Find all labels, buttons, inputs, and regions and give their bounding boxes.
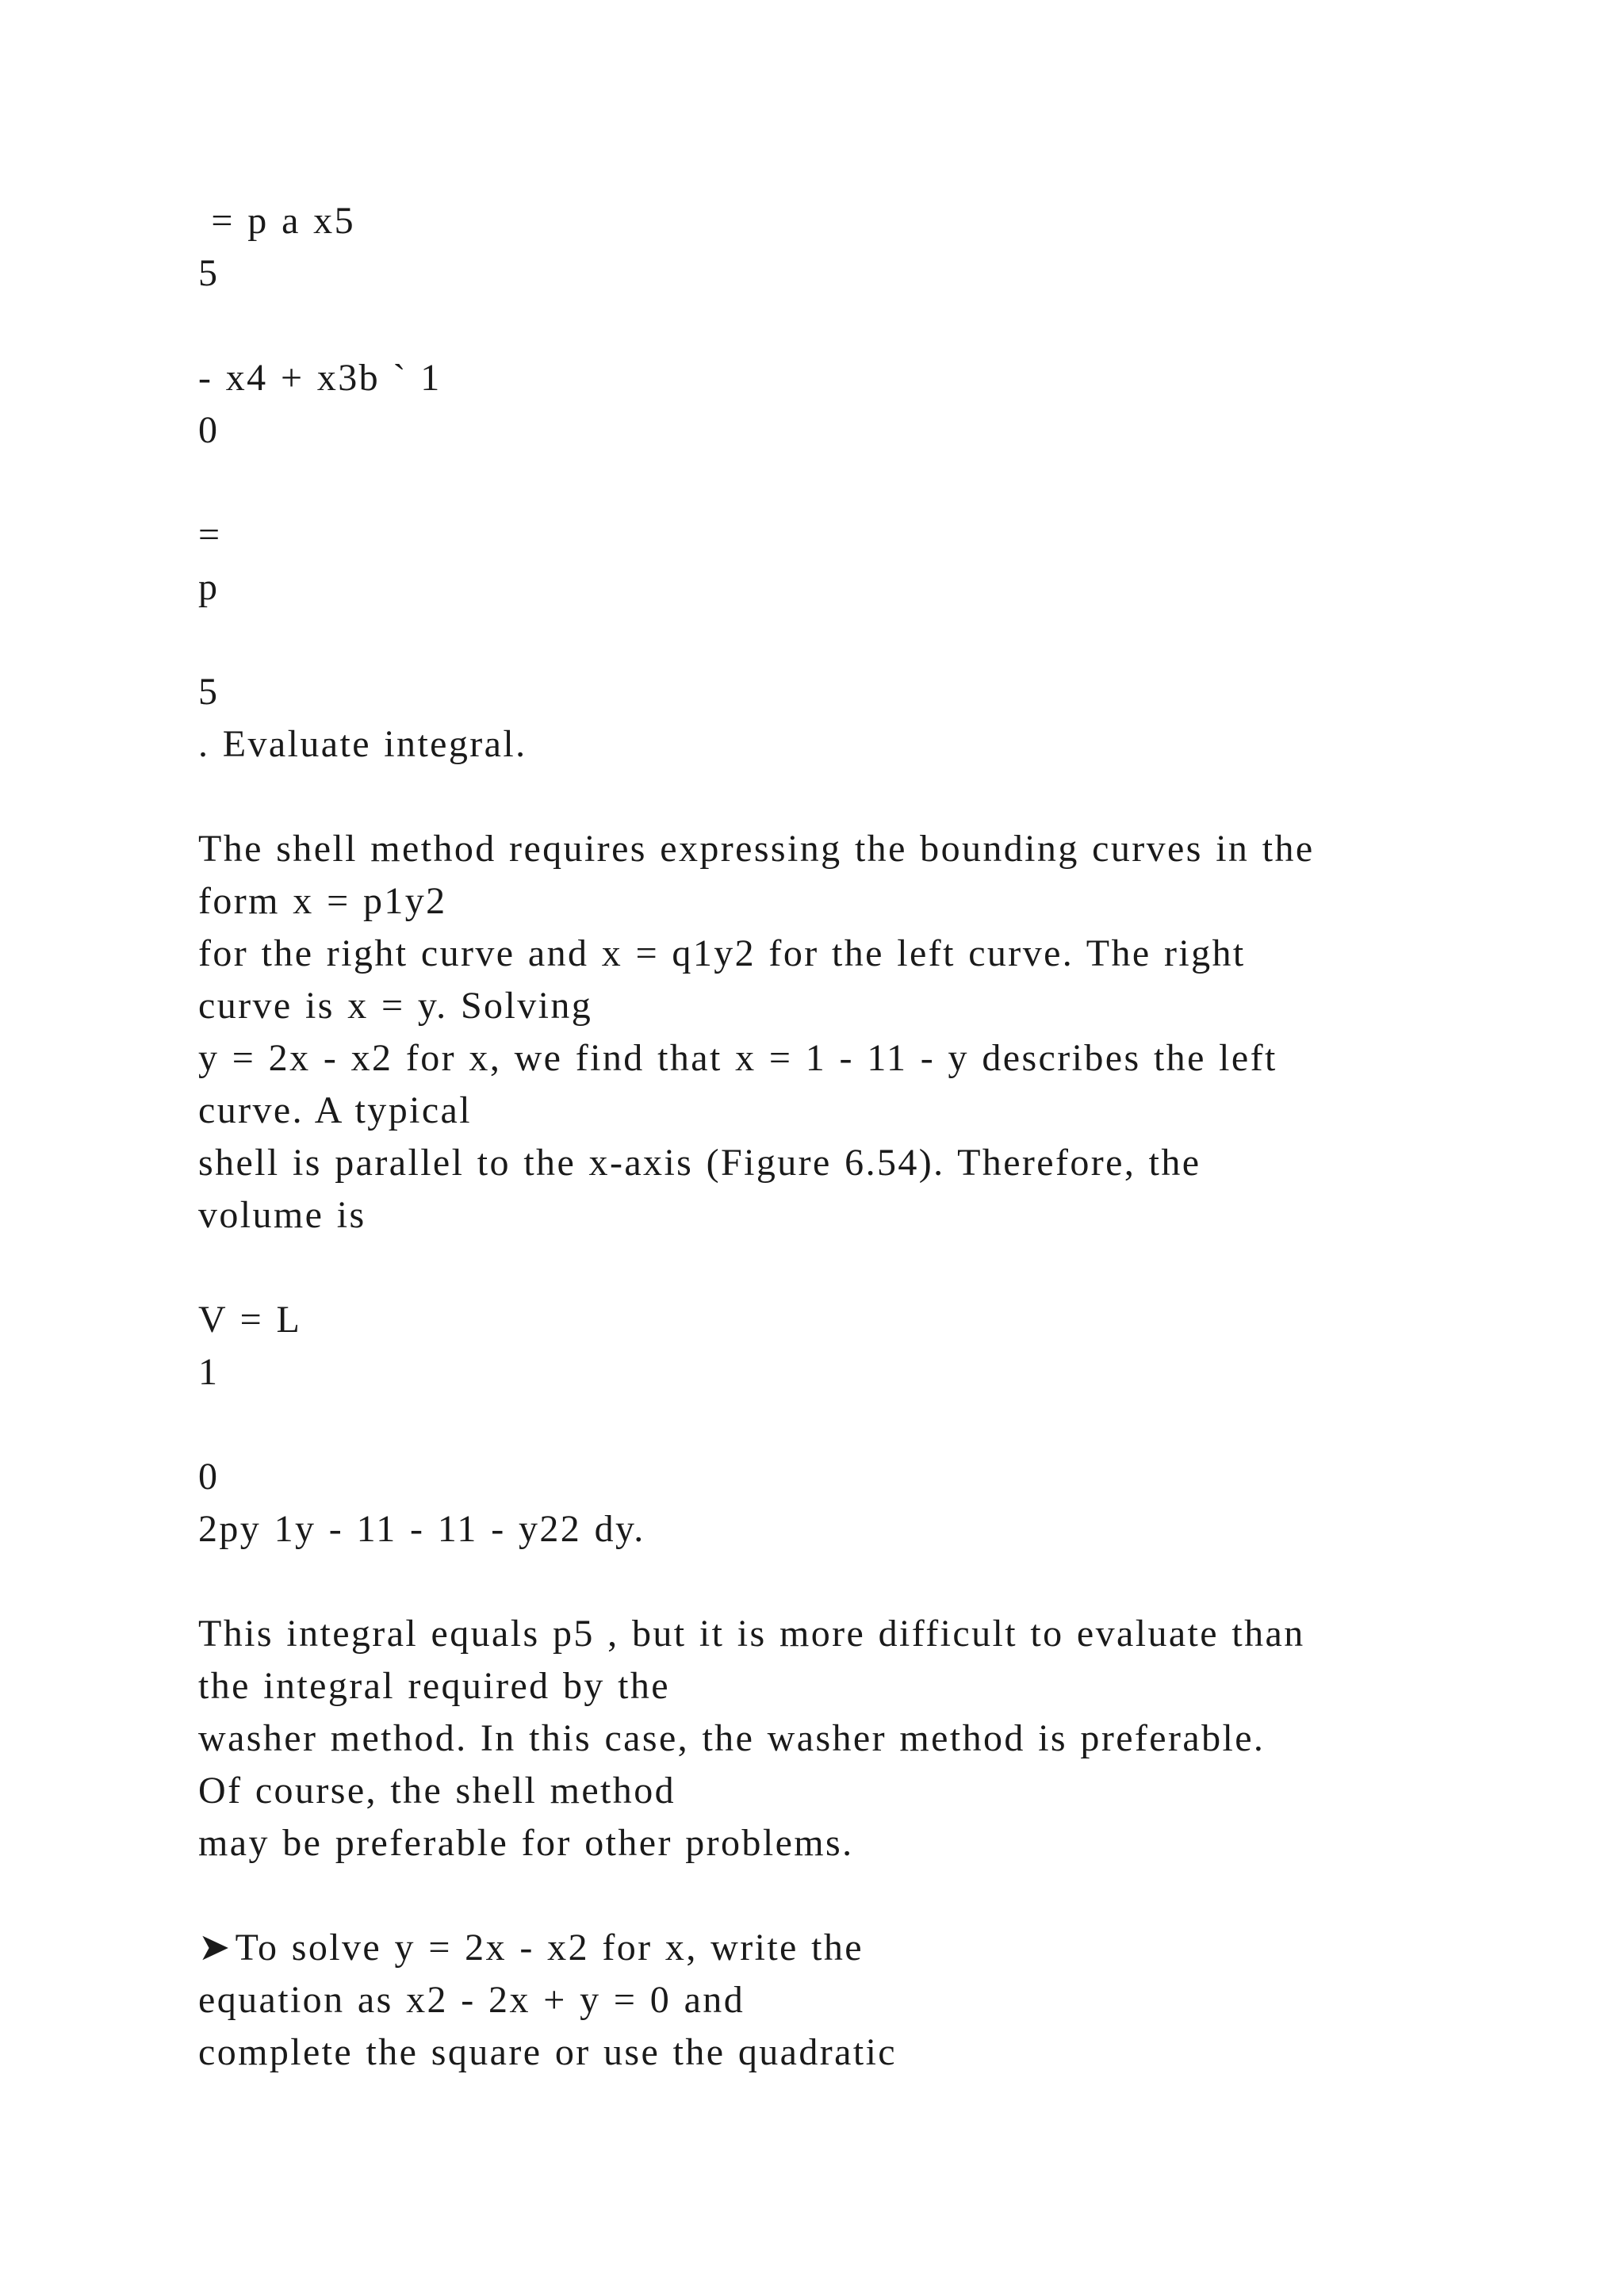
text-line: may be preferable for other problems.	[198, 1822, 854, 1864]
text-line: volume is	[198, 1194, 366, 1236]
text-line: - x4 + x3b ` 1	[198, 357, 442, 399]
text-line: complete the square or use the quadratic	[198, 2031, 898, 2073]
text-line: =	[198, 514, 222, 556]
text-line: Of course, the shell method	[198, 1770, 676, 1812]
blank-line	[198, 1556, 1467, 1608]
text-line: 2py 1y - 11 - 11 - y22 dy.	[198, 1508, 645, 1550]
text-line: curve. A typical	[198, 1089, 472, 1131]
text-line: shell is parallel to the x-axis (Figure 6.54). Therefore, the	[198, 1142, 1201, 1184]
text-line: 5	[198, 252, 220, 294]
blank-line	[198, 614, 1467, 666]
blank-line	[198, 457, 1467, 509]
text-line: This integral equals p5 , but it is more difficult to evaluate than	[198, 1613, 1305, 1655]
document-body	[198, 195, 1467, 2079]
blank-line	[198, 771, 1467, 823]
text-line: washer method. In this case, the washer method is preferable.	[198, 1717, 1266, 1759]
text-line: equation as x2 - 2x + y = 0 and	[198, 1979, 745, 2021]
text-line: the integral required by the	[198, 1665, 670, 1707]
text-line: 5	[198, 671, 220, 713]
blank-line	[198, 1242, 1467, 1294]
text-line: = p a x5	[198, 200, 355, 242]
text-line: for the right curve and x = q1y2 for the left curve. The right	[198, 932, 1246, 974]
text-line: 0	[198, 1456, 220, 1498]
margin-note-text: To solve y = 2x - x2 for x, write the	[235, 1927, 864, 1969]
arrow-icon: ➤	[198, 1927, 232, 1969]
text-line: 0	[198, 409, 220, 451]
text-line: 1	[198, 1351, 220, 1393]
text-line: form x = p1y2	[198, 880, 447, 922]
text-line: p	[198, 566, 220, 608]
blank-line	[198, 1869, 1467, 1922]
blank-line	[198, 1399, 1467, 1451]
text-line: . Evaluate integral.	[198, 723, 527, 765]
text-line: curve is x = y. Solving	[198, 985, 593, 1027]
margin-note-line	[198, 1922, 1467, 1974]
text-line: The shell method requires expressing the bounding curves in the	[198, 828, 1315, 870]
text-line: V = L	[198, 1299, 302, 1341]
text-line: y = 2x - x2 for x, we find that x = 1 - 11 - y describes the left	[198, 1037, 1277, 1079]
blank-line	[198, 300, 1467, 352]
